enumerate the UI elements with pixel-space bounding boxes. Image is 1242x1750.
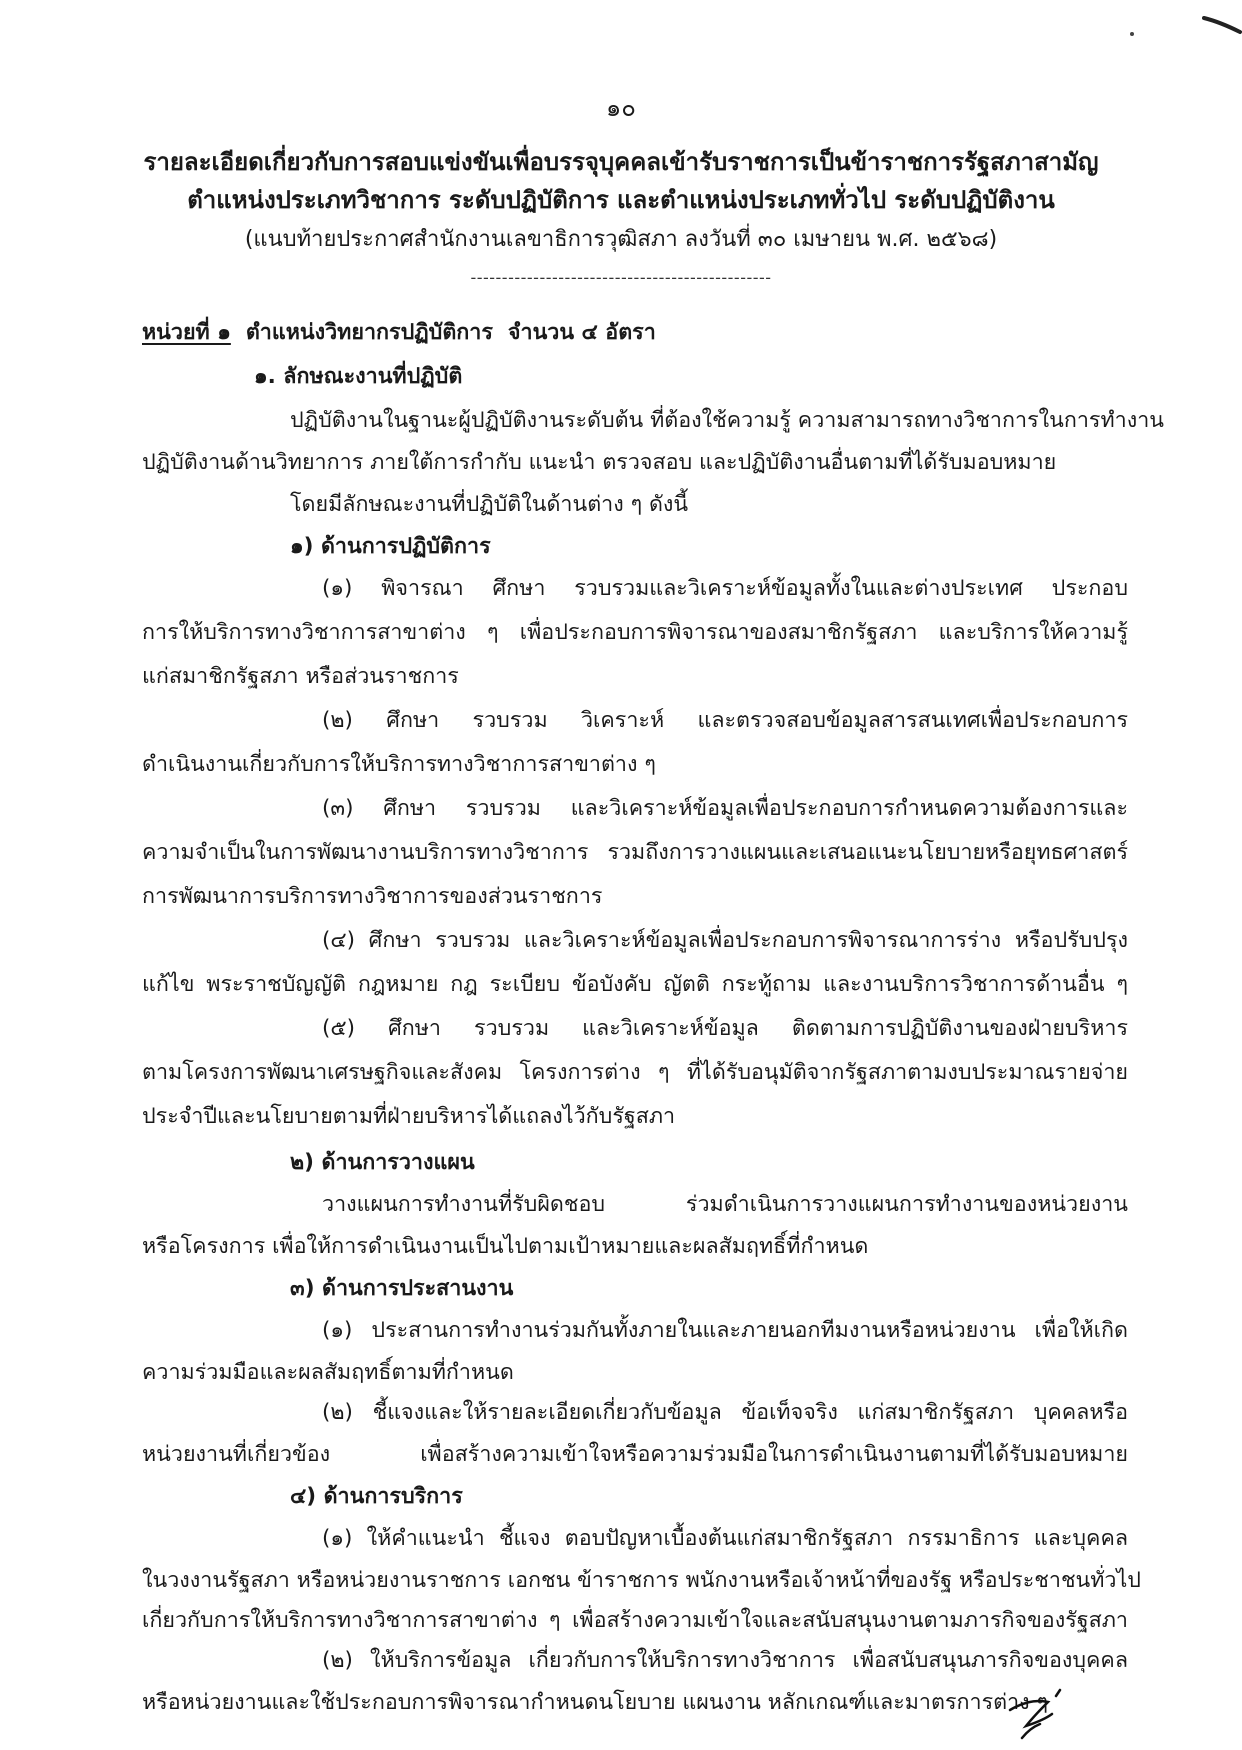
sv2-line-1: (๒) ให้บริการข้อมูล เกี่ยวกับการให้บริการทางวิชาการ เพื่อสนับสนุนภารกิจของบุคคล: [322, 1648, 1128, 1673]
op3-line-1: (๓) ศึกษา รวบรวม และวิเคราะห์ข้อมูลเพื่อประกอบการกำหนดความต้องการและ: [322, 796, 1128, 821]
co1-line-1: (๑) ประสานการทำงานร่วมกันทั้งภายในและภายนอกทีมงานหรือหน่วยงาน เพื่อให้เกิด: [322, 1318, 1128, 1343]
op1-line-3: แก่สมาชิกรัฐสภา หรือส่วนราชการ: [142, 664, 459, 689]
handwritten-signature: [1000, 1680, 1070, 1750]
unit-heading: [142, 318, 656, 348]
heading-planning: ๒) ด้านการวางแผน: [290, 1150, 475, 1175]
op2-line-2: ดำเนินงานเกี่ยวกับการให้บริการทางวิชาการสาขาต่าง ๆ: [142, 752, 656, 777]
co2-line-2: หน่วยงานที่เกี่ยวข้อง เพื่อสร้างความเข้าใจหรือความร่วมมือในการดำเนินงานตามที่ได้รับมอบหมาย: [142, 1442, 1128, 1467]
sv1-line-2: ในวงงานรัฐสภา หรือหน่วยงานราชการ เอกชน ข้าราชการ พนักงานหรือเจ้าหน้าที่ของรัฐ หรือประชาชนทั่วไป: [142, 1568, 1141, 1593]
unit-count: จำนวน ๔ อัตรา: [507, 320, 656, 345]
op1-line-2: การให้บริการทางวิชาการสาขาต่าง ๆ เพื่อประกอบการพิจารณาของสมาชิกรัฐสภา และบริการให้ความรู้: [142, 620, 1128, 645]
plan-line-1: วางแผนการทำงานที่รับผิดชอบ ร่วมดำเนินการวางแผนการทำงานของหน่วยงาน: [322, 1192, 1128, 1217]
op5-line-3: ประจำปีและนโยบายตามที่ฝ่ายบริหารได้แถลงไว้กับรัฐสภา: [142, 1104, 676, 1129]
document-title-line-2: ตำแหน่งประเภทวิชาการ ระดับปฏิบัติการ และตำแหน่งประเภททั่วไป ระดับปฏิบัติงาน: [187, 186, 1055, 214]
op4-line-1: (๔) ศึกษา รวบรวม และวิเคราะห์ข้อมูลเพื่อประกอบการพิจารณาการร่าง หรือปรับปรุง: [322, 928, 1128, 953]
plan-line-2: หรือโครงการ เพื่อให้การดำเนินงานเป็นไปตามเป้าหมายและผลสัมฤทธิ์ที่กำหนด: [142, 1234, 869, 1259]
sv1-line-1: (๑) ให้คำแนะนำ ชี้แจง ตอบปัญหาเบื้องต้นแก่สมาชิกรัฐสภา กรรมาธิการ และบุคคล: [322, 1526, 1128, 1551]
scan-dot: [1130, 32, 1134, 36]
op3-line-3: การพัฒนาการบริการทางวิชาการของส่วนราชการ: [142, 884, 603, 909]
intro-line-1: ปฏิบัติงานในฐานะผู้ปฏิบัติงานระดับต้น ที่ต้องใช้ความรู้ ความสามารถทางวิชาการในการทำงาน: [290, 408, 1164, 433]
divider: ------------------------------------------------: [470, 268, 772, 287]
op1-line-1: (๑) พิจารณา ศึกษา รวบรวมและวิเคราะห์ข้อมูลทั้งในและต่างประเทศ ประกอบ: [322, 576, 1128, 601]
intro-line-3: โดยมีลักษณะงานที่ปฏิบัติในด้านต่าง ๆ ดังนี้: [290, 492, 689, 517]
op5-line-2: ตามโครงการพัฒนาเศรษฐกิจและสังคม โครงการต่าง ๆ ที่ได้รับอนุมัติจากรัฐสภาตามงบประมาณรายจ่าย: [142, 1060, 1128, 1085]
scan-mark: [1202, 14, 1242, 36]
op4-line-2: แก้ไข พระราชบัญญัติ กฎหมาย กฎ ระเบียบ ข้อบังคับ ญัตติ กระทู้ถาม และงานบริการวิชาการด้านอื่น ๆ: [142, 972, 1128, 997]
unit-position: ตำแหน่งวิทยากรปฏิบัติการ: [245, 320, 493, 345]
document-subtitle: (แนบท้ายประกาศสำนักงานเลขาธิการวุฒิสภา ลงวันที่ ๓๐ เมษายน พ.ศ. ๒๕๖๘): [244, 227, 998, 252]
document-title-line-1: รายละเอียดเกี่ยวกับการสอบแข่งขันเพื่อบรรจุบุคคลเข้ารับราชการเป็นข้าราชการรัฐสภาสามัญ: [143, 148, 1099, 176]
intro-line-2: ปฏิบัติงานด้านวิทยาการ ภายใต้การกำกับ แนะนำ ตรวจสอบ และปฏิบัติงานอื่นตามที่ได้รับมอบหมาย: [142, 450, 1057, 475]
heading-operation: ๑) ด้านการปฏิบัติการ: [290, 534, 491, 559]
page-number: ๑๐: [606, 94, 636, 122]
op5-line-1: (๕) ศึกษา รวบรวม และวิเคราะห์ข้อมูล ติดตามการปฏิบัติงานของฝ่ายบริหาร: [322, 1016, 1128, 1041]
unit-label: หน่วยที่ ๑: [142, 320, 231, 345]
co1-line-2: ความร่วมมือและผลสัมฤทธิ์ตามที่กำหนด: [142, 1360, 514, 1385]
sv2-line-2: หรือหน่วยงานและใช้ประกอบการพิจารณากำหนดนโยบาย แผนงาน หลักเกณฑ์และมาตรการต่าง ๆ: [142, 1690, 1049, 1715]
heading-service: ๔) ด้านการบริการ: [290, 1484, 463, 1509]
op2-line-1: (๒) ศึกษา รวบรวม วิเคราะห์ และตรวจสอบข้อมูลสารสนเทศเพื่อประกอบการ: [322, 708, 1128, 733]
sv1-line-3: เกี่ยวกับการให้บริการทางวิชาการสาขาต่าง ๆ เพื่อสร้างความเข้าใจและสนับสนุนงานตามภารกิจของรัฐสภา: [142, 1608, 1128, 1633]
section-heading: ๑. ลักษณะงานที่ปฏิบัติ: [254, 364, 463, 389]
co2-line-1: (๒) ชี้แจงและให้รายละเอียดเกี่ยวกับข้อมูล ข้อเท็จจริง แก่สมาชิกรัฐสภา บุคคลหรือ: [322, 1400, 1128, 1425]
op3-line-2: ความจำเป็นในการพัฒนางานบริการทางวิชาการ รวมถึงการวางแผนและเสนอแนะนโยบายหรือยุทธศาสตร์: [142, 840, 1128, 865]
heading-coordination: ๓) ด้านการประสานงาน: [290, 1276, 514, 1301]
